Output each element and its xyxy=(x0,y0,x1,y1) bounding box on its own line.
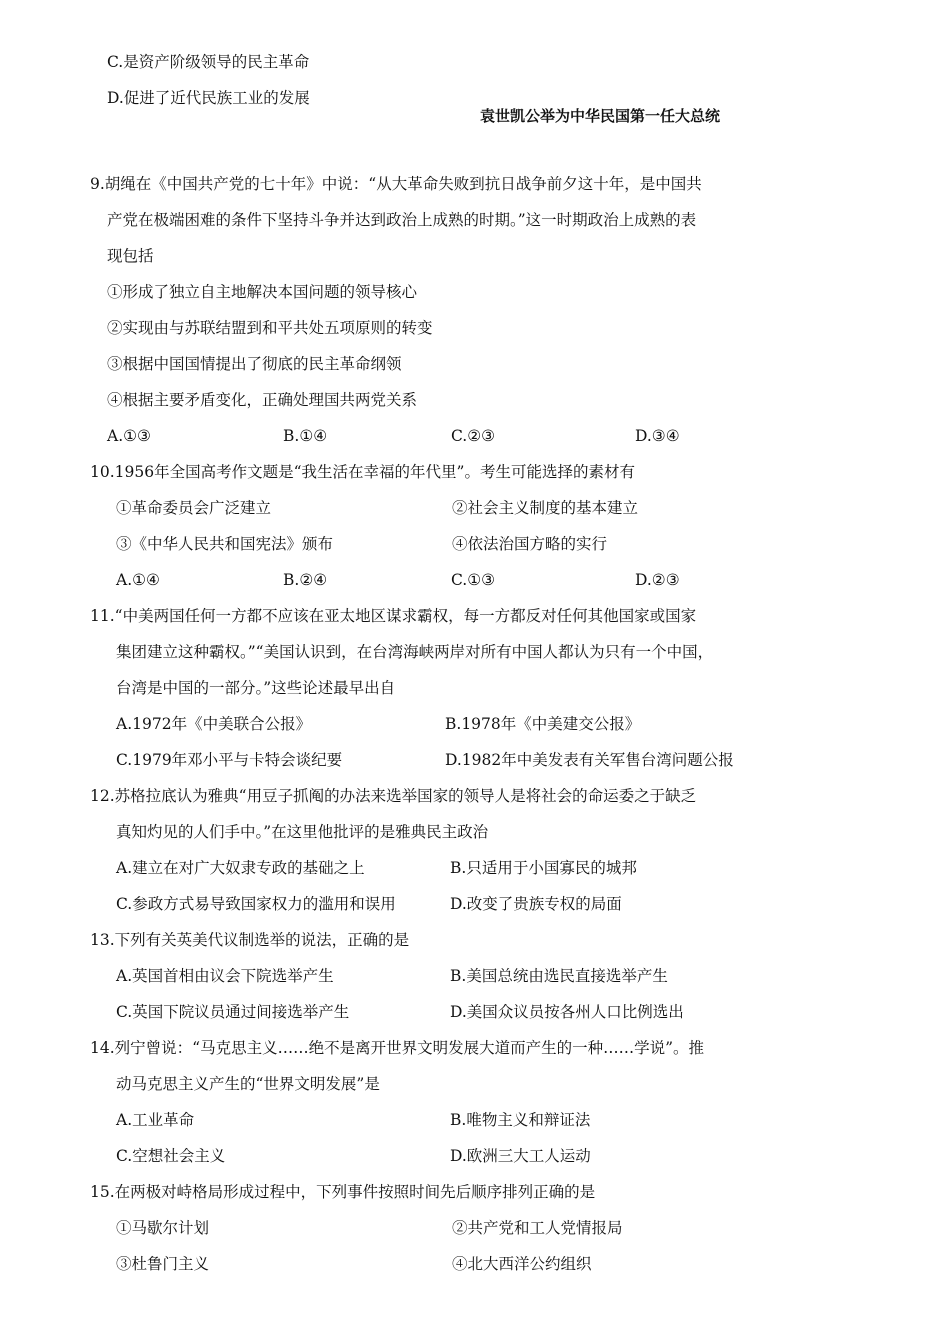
q9-stem-line-1: 9.胡绳在《中国共产党的七十年》中说：“从大革命失败到抗日战争前夕这十年，是中国共 xyxy=(90,175,702,193)
q10-item-1: ①革命委员会广泛建立 xyxy=(116,499,272,517)
q11-stem-line-1: 11.“中美两国任何一方都不应该在亚太地区谋求霸权，每一方都反对任何其他国家或国家 xyxy=(90,607,697,625)
q11-option-c: C.1979年邓小平与卡特会谈纪要 xyxy=(116,751,343,769)
q10-option-c: C.①③ xyxy=(451,571,496,589)
q14-option-a: A.工业革命 xyxy=(116,1111,195,1129)
q9-item-1: ①形成了独立自主地解决本国问题的领导核心 xyxy=(107,283,418,301)
q11-stem-line-3: 台湾是中国的一部分。”这些论述最早出自 xyxy=(116,679,396,697)
q14-option-b: B.唯物主义和辩证法 xyxy=(450,1111,591,1129)
q9-item-4: ④根据主要矛盾变化，正确处理国共两党关系 xyxy=(107,391,418,409)
q9-stem-line-3: 现包括 xyxy=(107,247,154,265)
q14-option-c: C.空想社会主义 xyxy=(116,1147,226,1165)
q11-option-a: A.1972年《中美联合公报》 xyxy=(116,715,312,733)
q8-figure-caption: 袁世凯公举为中华民国第一任大总统 xyxy=(480,107,721,125)
q13-option-b: B.美国总统由选民直接选举产生 xyxy=(450,967,668,985)
q9-option-a: A.①③ xyxy=(107,427,151,445)
q13-option-a: A.英国首相由议会下院选举产生 xyxy=(116,967,334,985)
q12-stem-line-1: 12.苏格拉底认为雅典“用豆子抓阄的办法来选举国家的领导人是将社会的命运委之于缺乏 xyxy=(90,787,697,805)
q12-option-b: B.只适用于小国寡民的城邦 xyxy=(450,859,637,877)
q12-option-a: A.建立在对广大奴隶专政的基础之上 xyxy=(116,859,365,877)
q9-option-c: C.②③ xyxy=(451,427,496,445)
q10-item-4: ④依法治国方略的实行 xyxy=(452,535,608,553)
q12-option-c: C.参政方式易导致国家权力的滥用和误用 xyxy=(116,895,396,913)
q10-item-3: ③《中华人民共和国宪法》颁布 xyxy=(116,535,334,553)
q9-item-3: ③根据中国国情提出了彻底的民主革命纲领 xyxy=(107,355,402,373)
q9-option-b: B.①④ xyxy=(283,427,328,445)
q12-stem-line-2: 真知灼见的人们手中。”在这里他批评的是雅典民主政治 xyxy=(116,823,489,841)
q9-item-2: ②实现由与苏联结盟到和平共处五项原则的转变 xyxy=(107,319,433,337)
q8-option-d: D.促进了近代民族工业的发展 xyxy=(107,89,310,107)
q9-option-d: D.③④ xyxy=(635,427,680,445)
q10-item-2: ②社会主义制度的基本建立 xyxy=(452,499,639,517)
q14-stem-line-2: 动马克思主义产生的“世界文明发展”是 xyxy=(116,1075,380,1093)
q13-stem: 13.下列有关英美代议制选举的说法，正确的是 xyxy=(90,931,410,949)
q10-option-b: B.②④ xyxy=(283,571,328,589)
q10-option-d: D.②③ xyxy=(635,571,680,589)
q11-stem-line-2: 集团建立这种霸权。”“美国认识到，在台湾海峡两岸对所有中国人都认为只有一个中国， xyxy=(116,643,714,661)
q12-option-d: D.改变了贵族专权的局面 xyxy=(450,895,622,913)
q14-option-d: D.欧洲三大工人运动 xyxy=(450,1147,591,1165)
q13-option-c: C.英国下院议员通过间接选举产生 xyxy=(116,1003,350,1021)
q15-item-2: ②共产党和工人党情报局 xyxy=(452,1219,623,1237)
q13-option-d: D.美国众议员按各州人口比例选出 xyxy=(450,1003,684,1021)
q15-stem: 15.在两极对峙格局形成过程中，下列事件按照时间先后顺序排列正确的是 xyxy=(90,1183,596,1201)
q10-stem: 10.1956年全国高考作文题是“我生活在幸福的年代里”。考生可能选择的素材有 xyxy=(90,463,635,481)
q15-item-3: ③杜鲁门主义 xyxy=(116,1255,210,1273)
q8-option-c: C.是资产阶级领导的民主革命 xyxy=(107,53,310,71)
q14-stem-line-1: 14.列宁曾说：“马克思主义……绝不是离开世界文明发展大道而产生的一种……学说”。推 xyxy=(90,1039,705,1057)
q11-option-d: D.1982年中美发表有关军售台湾问题公报 xyxy=(445,751,734,769)
q15-item-4: ④北大西洋公约组织 xyxy=(452,1255,592,1273)
q10-option-a: A.①④ xyxy=(116,571,160,589)
q9-stem-line-2: 产党在极端困难的条件下坚持斗争并达到政治上成熟的时期。”这一时期政治上成熟的表 xyxy=(107,211,697,229)
q15-item-1: ①马歇尔计划 xyxy=(116,1219,210,1237)
q11-option-b: B.1978年《中美建交公报》 xyxy=(445,715,641,733)
